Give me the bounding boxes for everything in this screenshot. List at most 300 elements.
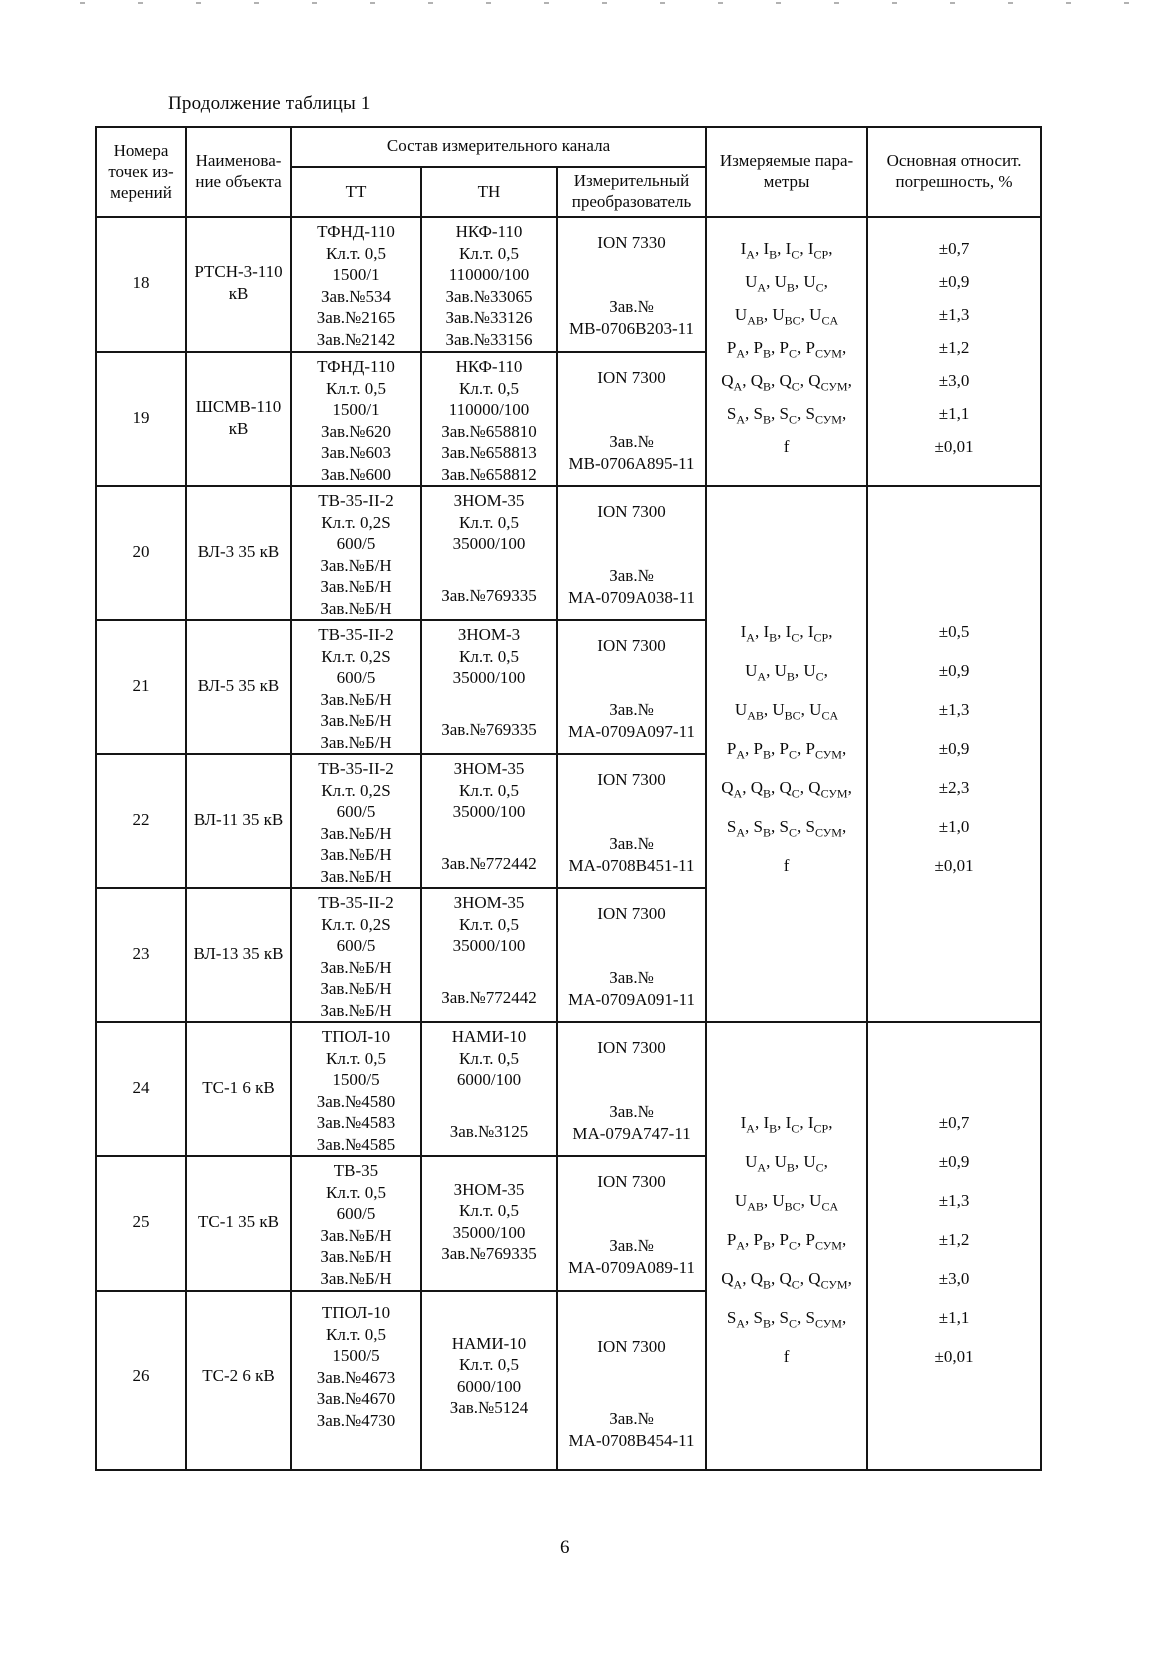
cell-line: Зав.№769335 <box>441 719 537 739</box>
cell-line: Зав.№Б/Н <box>320 711 392 730</box>
cell-line: МА-0708В451-11 <box>568 855 695 875</box>
transducer-cell <box>557 754 706 888</box>
cell-line: ±1,1 <box>938 1308 970 1327</box>
tn-data <box>422 353 556 485</box>
tn-cell <box>421 888 557 1022</box>
cell-line: ±2,3 <box>938 778 970 797</box>
header-transducer-label <box>558 168 705 214</box>
cell-line: 35000/100 <box>452 534 526 553</box>
cell-line: Зав.№4583 <box>316 1113 396 1132</box>
transducer-model: ION 7300 <box>597 770 666 789</box>
cell-line: НКФ-110 <box>455 357 523 376</box>
tn-cell <box>421 1291 557 1470</box>
cell-line: Кл.т. 0,5 <box>459 780 519 800</box>
cell-line: Зав.№4673 <box>316 1367 396 1387</box>
cell-line: кВ <box>228 283 249 303</box>
cell-line: Зав.№772442 <box>441 987 537 1007</box>
tt-cell <box>291 1156 421 1291</box>
cell-line: $U_{AB}$, $U_{BC}$, $U_{CA}$ <box>734 1191 839 1214</box>
transducer-serial <box>568 699 695 742</box>
cell-line: Зав.№Б/Н <box>320 979 392 998</box>
point-number-cell <box>96 620 186 754</box>
cell-line: ±0,7 <box>938 238 970 258</box>
cell-line: ТВ-35-II-2 <box>318 893 394 912</box>
cell-line: ±1,0 <box>938 817 970 836</box>
cell-line: кВ <box>228 418 249 438</box>
point-number-cell <box>96 352 186 486</box>
cell-line: Кл.т. 0,5 <box>326 243 386 263</box>
cell-line: 600/5 <box>336 534 376 553</box>
tt-data <box>292 487 420 619</box>
point-number: 23 <box>132 943 150 963</box>
cell-line: 1500/5 <box>332 1070 380 1089</box>
cell-line: Основная относит. <box>886 151 1022 170</box>
object-name <box>187 755 290 884</box>
cell-line: Кл.т. 0,2S <box>321 512 391 532</box>
object-cell <box>186 754 291 888</box>
cell-line: Зав.№ <box>609 1409 654 1428</box>
cell-line: ВЛ-3 35 кВ <box>197 541 280 561</box>
header-object-name <box>186 127 291 217</box>
cell-line: Зав.№Б/Н <box>320 866 392 886</box>
cell-line: МА-079А747-11 <box>572 1123 691 1143</box>
point-number: 24 <box>132 1077 150 1097</box>
cell-line: Кл.т. 0,5 <box>459 1201 519 1220</box>
point-number: 26 <box>132 1365 150 1385</box>
cell-line: 110000/100 <box>448 400 530 419</box>
cell-line: мерений <box>110 182 172 202</box>
cell-line: Кл.т. 0,5 <box>459 646 519 666</box>
transducer-model: ION 7300 <box>597 904 666 923</box>
parameters-list <box>707 1023 866 1457</box>
cell-line: ±0,9 <box>938 271 970 291</box>
cell-line: Зав.№Б/Н <box>320 555 392 575</box>
tt-cell <box>291 754 421 888</box>
cell-line: Зав.№2142 <box>316 329 396 349</box>
tt-cell <box>291 1291 421 1470</box>
cell-line: Зав.№Б/Н <box>320 1247 392 1266</box>
cell-line: Зав.№ <box>609 432 654 451</box>
cell-line: Зав.№ <box>609 1236 654 1255</box>
cell-line: преобразователь <box>571 192 692 211</box>
transducer-cell <box>557 1156 706 1291</box>
point-number: 19 <box>132 407 150 427</box>
cell-line: Зав.№33156 <box>445 329 533 349</box>
cell-line: ±0,9 <box>938 1152 970 1171</box>
cell-line: Зав.№ <box>609 968 654 987</box>
cell-line: ±0,01 <box>934 856 974 875</box>
object-name <box>187 1292 290 1459</box>
point-number-cell <box>96 486 186 620</box>
cell-line: Зав.№658810 <box>441 421 537 441</box>
transducer-serial <box>568 1235 695 1278</box>
cell-line: Зав.№3125 <box>449 1121 529 1141</box>
cell-line: Зав.№33065 <box>445 286 533 306</box>
parameters-cell <box>706 486 867 1022</box>
transducer-cell <box>557 486 706 620</box>
cell-line: Наименова- <box>195 151 282 170</box>
header-measurement-points-label <box>97 128 185 214</box>
cell-line: f <box>783 856 790 875</box>
cell-line: ±1,2 <box>938 1230 970 1249</box>
transducer-cell <box>557 620 706 754</box>
point-number-cell <box>96 1022 186 1156</box>
cell-line: ТПОЛ-10 <box>321 1027 391 1046</box>
cell-line: Зав.№Б/Н <box>320 1268 392 1288</box>
transducer-serial <box>569 833 695 876</box>
parameters-list <box>707 218 866 477</box>
transducer-serial <box>569 1408 695 1451</box>
cell-line: ±3,0 <box>938 370 970 390</box>
cell-line: ±0,01 <box>934 436 974 456</box>
error-values <box>868 218 1040 477</box>
header-measurement-points <box>96 127 186 217</box>
cell-line: $Q_A$, $Q_B$, $Q_C$, $Q_{СУМ}$, <box>721 778 852 801</box>
table-row <box>96 217 1041 352</box>
cell-line: Зав.№4670 <box>316 1389 396 1408</box>
cell-line: Кл.т. 0,5 <box>459 243 519 263</box>
tn-cell <box>421 486 557 620</box>
cell-line: Зав.№Б/Н <box>320 957 392 977</box>
cell-line: $U_A$, $U_B$, $U_C$, <box>745 1152 828 1175</box>
cell-line: Кл.т. 0,5 <box>459 512 519 532</box>
cell-line: Зав.№4585 <box>316 1134 396 1154</box>
cell-line: Зав.№Б/Н <box>320 577 392 596</box>
object-name <box>187 1157 290 1286</box>
tt-data <box>292 1292 420 1469</box>
measurement-channels-table <box>95 126 1042 1471</box>
error-values <box>868 487 1040 1011</box>
header-object-name-label <box>187 128 290 214</box>
cell-line: Зав.№772442 <box>441 853 537 873</box>
cell-line: Кл.т. 0,2S <box>321 780 391 800</box>
tn-cell <box>421 217 557 352</box>
point-number-cell <box>96 888 186 1022</box>
header-relative-error <box>867 127 1041 217</box>
cell-line: Зав.№ <box>609 566 654 585</box>
cell-line: 110000/100 <box>448 265 530 284</box>
page-number: 6 <box>560 1537 570 1558</box>
cell-line: 35000/100 <box>452 1222 526 1242</box>
tn-data <box>453 490 526 555</box>
header-channel-composition <box>291 127 706 167</box>
cell-line: ±1,2 <box>938 337 970 357</box>
cell-line: ±0,9 <box>938 661 970 680</box>
point-number: 18 <box>132 272 150 292</box>
cell-line: $U_A$, $U_B$, $U_C$, <box>745 661 828 684</box>
cell-line: 1500/1 <box>332 265 380 284</box>
cell-line: НАМИ-10 <box>451 1333 527 1353</box>
cell-line: $I_A$, $I_B$, $I_C$, $I_{СР}$, <box>740 1113 833 1136</box>
cell-line: ние объекта <box>195 172 282 191</box>
cell-line: МА-0709А089-11 <box>568 1257 695 1277</box>
cell-line: 6000/100 <box>456 1070 522 1089</box>
object-cell <box>186 1022 291 1156</box>
cell-line: Зав.№769335 <box>441 585 537 605</box>
cell-line: МА-0709А038-11 <box>568 587 695 607</box>
cell-line: Зав.№658812 <box>441 464 537 484</box>
cell-line: $I_A$, $I_B$, $I_C$, $I_{СР}$, <box>740 622 833 645</box>
tn-cell <box>421 754 557 888</box>
measurement-table-wrapper <box>95 126 1042 1471</box>
cell-line: $Q_A$, $Q_B$, $Q_C$, $Q_{СУМ}$, <box>721 370 852 393</box>
cell-line: $P_A$, $P_B$, $P_C$, $P_{СУМ}$, <box>726 337 847 360</box>
tn-serial <box>441 853 537 875</box>
cell-line: $S_A$, $S_B$, $S_C$, $S_{СУМ}$, <box>726 817 847 840</box>
cell-line: $Q_A$, $Q_B$, $Q_C$, $Q_{СУМ}$, <box>721 1269 852 1292</box>
cell-line: $S_A$, $S_B$, $S_C$, $S_{СУМ}$, <box>726 1308 847 1331</box>
cell-line: $U_{AB}$, $U_{BC}$, $U_{CA}$ <box>734 700 839 723</box>
tt-cell <box>291 1022 421 1156</box>
cell-line: Кл.т. 0,5 <box>459 378 519 398</box>
object-cell <box>186 620 291 754</box>
cell-line: 1500/5 <box>332 1346 380 1365</box>
cell-line: ВЛ-5 35 кВ <box>197 675 280 695</box>
cell-line: Зав.№603 <box>320 443 392 462</box>
object-cell <box>186 352 291 486</box>
point-number: 21 <box>132 675 150 695</box>
cell-line: Зав.№Б/Н <box>320 845 392 864</box>
point-number: 25 <box>132 1211 150 1231</box>
tn-data <box>453 624 526 689</box>
object-cell <box>186 888 291 1022</box>
cell-line: ЗНОМ-3 <box>457 625 521 644</box>
cell-line: 35000/100 <box>452 936 526 955</box>
transducer-serial <box>569 296 694 339</box>
cell-line: 600/5 <box>336 936 376 955</box>
header-tt <box>291 167 421 217</box>
tn-data <box>422 218 556 350</box>
cell-line: $S_A$, $S_B$, $S_C$, $S_{СУМ}$, <box>726 403 847 426</box>
transducer-model: ION 7300 <box>597 502 666 521</box>
header-tn-label: ТН <box>477 181 501 201</box>
tn-data <box>453 892 526 957</box>
object-name <box>187 218 290 347</box>
header-relative-error-label <box>868 128 1040 214</box>
parameters-cell <box>706 1022 867 1470</box>
cell-line: точек из- <box>108 161 174 181</box>
cell-line: ТС-1 6 кВ <box>202 1077 275 1097</box>
cell-line: 6000/100 <box>456 1376 522 1396</box>
transducer-serial <box>568 565 695 608</box>
tt-cell <box>291 486 421 620</box>
object-cell <box>186 486 291 620</box>
transducer-serial <box>569 431 695 474</box>
tn-serial <box>450 1121 529 1143</box>
cell-line: f <box>783 436 790 456</box>
cell-line: Зав.№Б/Н <box>320 732 392 752</box>
cell-line: ТВ-35-II-2 <box>318 759 394 778</box>
object-name <box>187 621 290 750</box>
cell-line: МВ-0706А895-11 <box>568 453 695 473</box>
cell-line: $P_A$, $P_B$, $P_C$, $P_{СУМ}$, <box>726 739 847 762</box>
cell-line: МА-0708В454-11 <box>568 1430 695 1450</box>
cell-line: Зав.№ <box>609 297 654 316</box>
tt-data <box>292 755 420 887</box>
tn-serial <box>441 585 537 607</box>
tn-data <box>453 758 526 823</box>
tn-cell <box>421 1156 557 1291</box>
cell-line: Зав.№ <box>609 834 654 853</box>
transducer-model: ION 7300 <box>597 1337 666 1356</box>
cell-line: ТС-1 35 кВ <box>198 1211 279 1231</box>
table-row <box>96 486 1041 620</box>
header-tt-label: ТТ <box>345 181 367 201</box>
transducer-cell <box>557 352 706 486</box>
tn-cell <box>421 352 557 486</box>
cell-line: ±3,0 <box>938 1269 970 1288</box>
cell-line: f <box>783 1347 790 1366</box>
cell-line: Кл.т. 0,5 <box>326 1324 386 1344</box>
header-measured-parameters <box>706 127 867 217</box>
object-name <box>187 353 290 482</box>
cell-line: $U_A$, $U_B$, $U_C$, <box>745 271 828 294</box>
cell-line: Зав.№534 <box>320 286 392 306</box>
cell-line: ТВ-35-II-2 <box>318 625 394 644</box>
cell-line: $P_A$, $P_B$, $P_C$, $P_{СУМ}$, <box>726 1230 847 1253</box>
cell-line: ±1,3 <box>938 1191 970 1210</box>
transducer-model: ION 7300 <box>597 636 666 655</box>
cell-line: ±0,01 <box>934 1347 974 1366</box>
table-continuation-title: Продолжение таблицы 1 <box>168 93 371 114</box>
object-name <box>187 1023 290 1152</box>
cell-line: Зав.№Б/Н <box>320 823 392 843</box>
cell-line: 1500/1 <box>332 400 380 419</box>
cell-line: 600/5 <box>336 668 376 687</box>
tt-cell <box>291 620 421 754</box>
object-cell <box>186 217 291 352</box>
tt-data <box>292 218 420 350</box>
cell-line: ТПОЛ-10 <box>321 1303 391 1322</box>
point-number: 22 <box>132 809 150 829</box>
tn-serial <box>441 987 537 1009</box>
cell-line: Зав.№4730 <box>316 1410 396 1430</box>
cell-line: погрешность, % <box>895 172 1013 191</box>
cell-line: Зав.№2165 <box>316 308 396 327</box>
cell-line: Зав.№620 <box>320 421 392 441</box>
transducer-cell <box>557 217 706 352</box>
error-cell <box>867 1022 1041 1470</box>
error-cell <box>867 217 1041 486</box>
cell-line: Кл.т. 0,2S <box>321 914 391 934</box>
cell-line: Зав.№ <box>609 700 654 719</box>
object-name <box>187 889 290 1018</box>
point-number-cell <box>96 754 186 888</box>
cell-line: 35000/100 <box>452 802 526 821</box>
cell-line: ЗНОМ-35 <box>453 759 525 778</box>
tn-data <box>422 1292 556 1459</box>
parameters-cell <box>706 217 867 486</box>
cell-line: ВЛ-11 35 кВ <box>193 809 284 829</box>
cell-line: Зав.№4580 <box>316 1091 396 1111</box>
cell-line: ТФНД-110 <box>317 222 395 241</box>
cell-line: Кл.т. 0,5 <box>459 914 519 934</box>
cell-line: НАМИ-10 <box>451 1027 527 1046</box>
transducer-model: ION 7300 <box>597 1038 666 1057</box>
cell-line: Зав.№Б/Н <box>320 1225 392 1245</box>
tt-data <box>292 621 420 753</box>
tn-data <box>422 1157 556 1286</box>
tn-cell <box>421 1022 557 1156</box>
cell-line: Измеряемые пара- <box>719 151 854 170</box>
tt-data <box>292 889 420 1021</box>
cell-line: Кл.т. 0,5 <box>459 1048 519 1068</box>
cell-line: ±1,1 <box>938 403 970 423</box>
cell-line: Зав.№Б/Н <box>320 689 392 709</box>
cell-line: 600/5 <box>336 1204 376 1223</box>
transducer-cell <box>557 1022 706 1156</box>
cell-line: ЗНОМ-35 <box>453 1179 525 1199</box>
transducer-model: ION 7300 <box>597 1172 666 1191</box>
cell-line: ШСМВ-110 <box>195 397 282 416</box>
cell-line: метры <box>763 172 810 191</box>
cell-line: ЗНОМ-35 <box>453 893 525 912</box>
cell-line: Измерительный <box>573 171 690 190</box>
cell-line: Кл.т. 0,2S <box>321 646 391 666</box>
cell-line: ТВ-35 <box>333 1161 379 1180</box>
point-number: 20 <box>132 541 150 561</box>
cell-line: ВЛ-13 35 кВ <box>193 943 284 963</box>
parameters-list <box>707 487 866 1011</box>
tt-cell <box>291 217 421 352</box>
transducer-cell <box>557 888 706 1022</box>
cell-line: ±0,5 <box>938 622 970 641</box>
tt-cell <box>291 352 421 486</box>
cell-line: Кл.т. 0,5 <box>326 1182 386 1202</box>
cell-line: МВ-0706В203-11 <box>569 318 695 338</box>
cell-line: ТВ-35-II-2 <box>318 491 394 510</box>
header-tn <box>421 167 557 217</box>
cell-line: Зав.№769335 <box>441 1244 537 1263</box>
cell-line: Номера <box>113 140 169 160</box>
cell-line: $U_{AB}$, $U_{BC}$, $U_{CA}$ <box>734 304 839 327</box>
tn-cell <box>421 620 557 754</box>
object-cell <box>186 1156 291 1291</box>
object-name <box>187 487 290 616</box>
cell-line: Кл.т. 0,5 <box>326 1048 386 1068</box>
cell-line: ±0,7 <box>938 1113 970 1132</box>
cell-line: Зав.№Б/Н <box>320 1000 392 1020</box>
cell-line: НКФ-110 <box>455 222 523 241</box>
header-transducer <box>557 167 706 217</box>
cell-line: Кл.т. 0,5 <box>326 378 386 398</box>
cell-line: Зав.№Б/Н <box>320 598 392 618</box>
error-values <box>868 1023 1040 1457</box>
cell-line: МА-0709А097-11 <box>568 721 695 741</box>
error-cell <box>867 486 1041 1022</box>
header-channel-composition-label: Состав измерительного канала <box>386 136 611 156</box>
cell-line: Зав.№5124 <box>449 1398 529 1417</box>
tt-data <box>292 1023 420 1155</box>
cell-line: Зав.№ <box>609 1102 654 1121</box>
tt-data <box>292 1157 420 1289</box>
cell-line: ЗНОМ-35 <box>453 491 525 510</box>
cell-line: 35000/100 <box>452 668 526 687</box>
cell-line: ±1,3 <box>938 304 970 324</box>
transducer-model: ION 7300 <box>597 368 666 387</box>
tn-serial <box>441 719 537 741</box>
table-row <box>96 1022 1041 1156</box>
cell-line: ±0,9 <box>938 739 970 758</box>
transducer-serial <box>572 1101 690 1144</box>
cell-line: ±1,3 <box>938 700 970 719</box>
cell-line: ТФНД-110 <box>317 357 395 376</box>
object-cell <box>186 1291 291 1470</box>
tn-data <box>452 1026 527 1091</box>
point-number-cell <box>96 1291 186 1470</box>
cell-line: Зав.№33126 <box>445 308 533 327</box>
point-number-cell <box>96 1156 186 1291</box>
